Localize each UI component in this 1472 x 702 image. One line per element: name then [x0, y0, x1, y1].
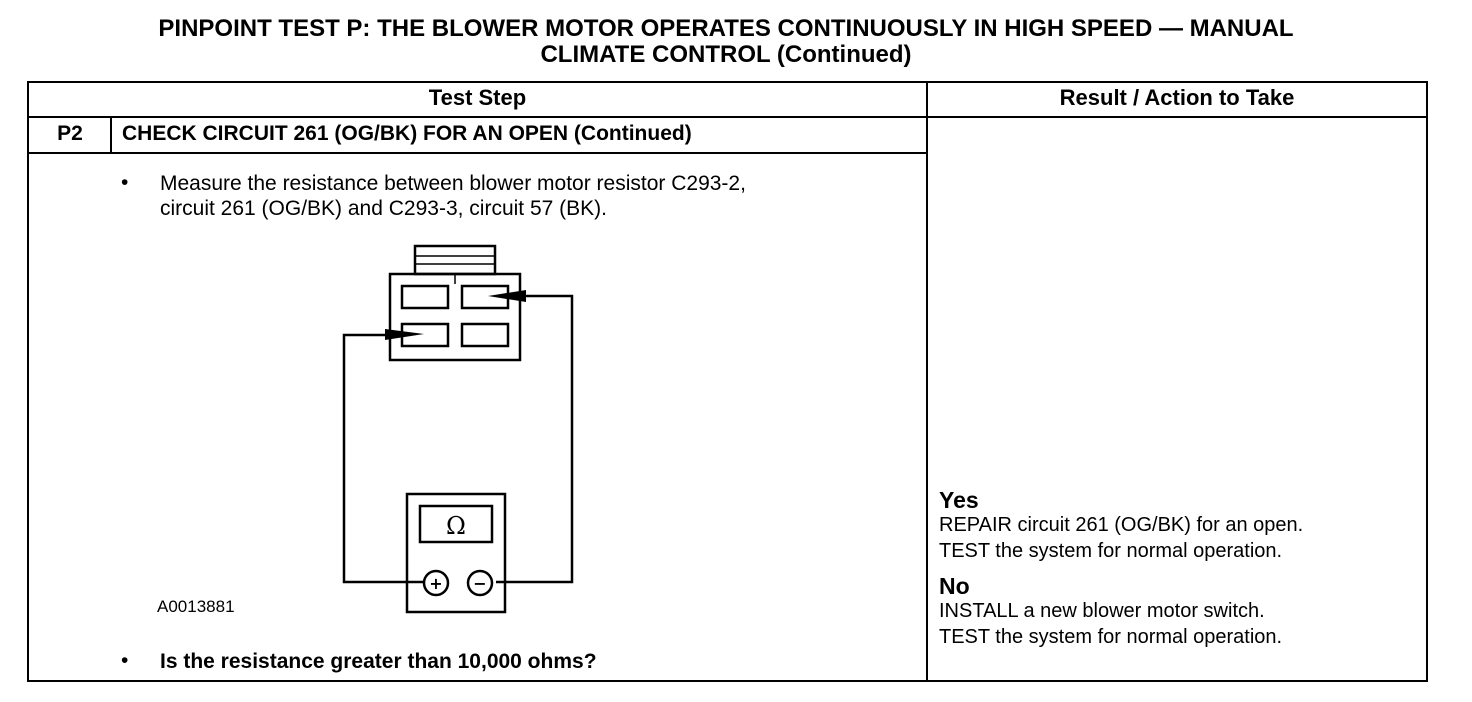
- title-line-1: PINPOINT TEST P: THE BLOWER MOTOR OPERATES CONTINUOUSLY IN HIGH SPEED — MANUAL: [158, 15, 1294, 42]
- connector-latch: [415, 246, 495, 274]
- column-header-test-step: Test Step: [428, 85, 527, 110]
- probe-lead-positive: [344, 335, 424, 582]
- step-title: CHECK CIRCUIT 261 (OG/BK) FOR AN OPEN (Continued): [122, 122, 692, 145]
- instruction-line-2: circuit 261 (OG/BK) and C293-3, circuit 57 (BK).: [160, 197, 607, 220]
- yes-action-line-1: REPAIR circuit 261 (OG/BK) for an open.: [939, 514, 1304, 536]
- bullet-instruction: •: [121, 171, 129, 194]
- result-yes-label: Yes: [939, 487, 979, 513]
- step-row-divider: [27, 152, 928, 154]
- bullet-question: •: [121, 649, 129, 672]
- yes-action-line-2: TEST the system for normal operation.: [939, 540, 1283, 562]
- instruction-line-1: Measure the resistance between blower motor resistor C293-2,: [160, 172, 746, 195]
- no-action-line-2: TEST the system for normal operation.: [939, 626, 1283, 648]
- result-yes-action: [939, 512, 1419, 564]
- step-id: P2: [57, 122, 83, 145]
- terminal-cavity: [462, 324, 508, 346]
- minus-symbol: −: [473, 574, 487, 593]
- terminal-cavity: [402, 286, 448, 308]
- figure-id: A0013881: [157, 597, 235, 616]
- ohmmeter-diagram: [330, 240, 590, 620]
- ohm-symbol: Ω: [446, 512, 466, 540]
- step-id-divider: [110, 116, 112, 154]
- result-no-action: [939, 598, 1419, 650]
- plus-symbol: +: [429, 574, 443, 593]
- column-header-result: Result / Action to Take: [1059, 85, 1295, 110]
- no-action-line-1: INSTALL a new blower motor switch.: [939, 600, 1265, 622]
- column-divider: [926, 81, 928, 682]
- header-divider: [27, 116, 1428, 118]
- title-line-2: CLIMATE CONTROL (Continued): [540, 41, 912, 68]
- page-title: [0, 16, 1452, 68]
- result-no-label: No: [939, 573, 970, 599]
- step-instruction: [160, 171, 920, 221]
- probe-tip-positive: [385, 329, 424, 340]
- step-question: Is the resistance greater than 10,000 ohms?: [160, 650, 597, 673]
